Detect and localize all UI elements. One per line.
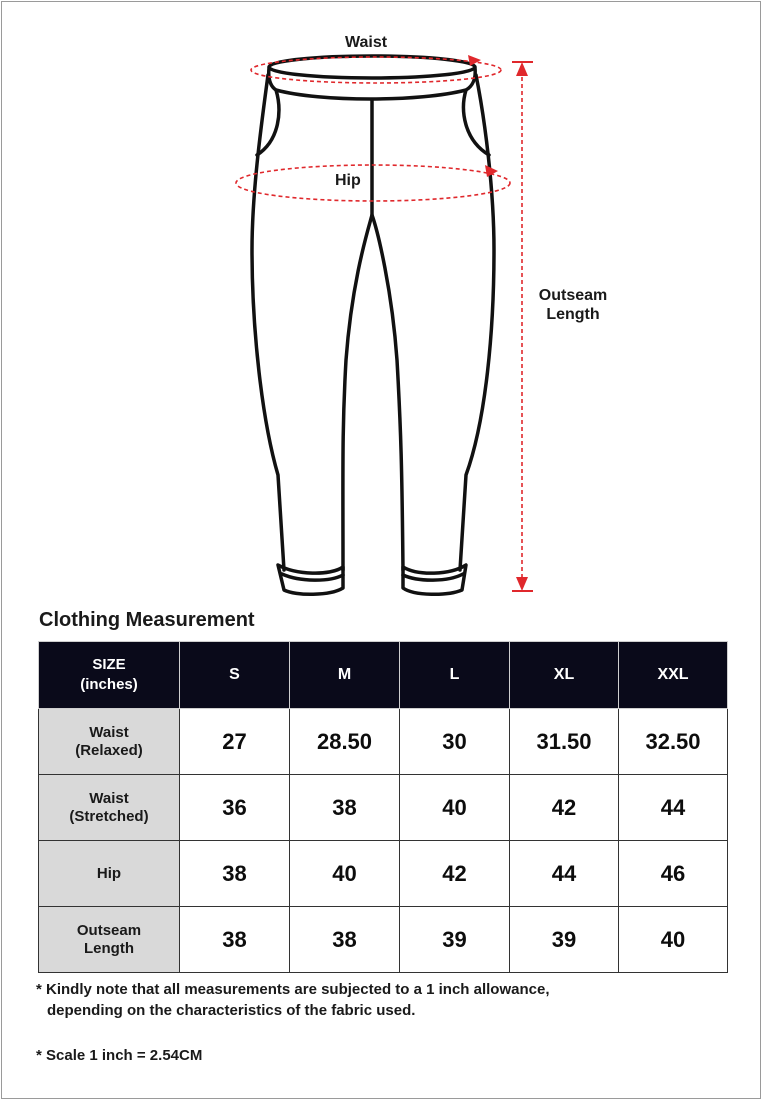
- table-cell: 44: [510, 841, 619, 907]
- table-cell: 39: [400, 907, 510, 973]
- outseam-label-line2: Length: [546, 306, 600, 323]
- row-label-line2: Length: [84, 939, 134, 957]
- table-cell: 31.50: [510, 709, 619, 775]
- row-label-line1: Waist: [89, 723, 129, 741]
- table-header-row: [39, 642, 728, 709]
- table-cell: 40: [619, 907, 728, 973]
- row-label-line2: (Stretched): [69, 807, 149, 825]
- table-cell: 38: [180, 841, 290, 907]
- size-column-header: XL: [510, 642, 619, 709]
- table-cell: 28.50: [290, 709, 400, 775]
- outseam-bottom-arrow: [516, 577, 528, 591]
- left-cuff-seam: [282, 574, 343, 580]
- table-cell: 36: [180, 775, 290, 841]
- table-cell: 30: [400, 709, 510, 775]
- size-header-cell: [39, 642, 180, 709]
- allowance-note-line1: * Kindly note that all measurements are subjected to a 1 inch allowance,: [36, 981, 550, 998]
- left-leg-outer: [252, 75, 284, 570]
- outseam-length-label: [533, 286, 613, 324]
- table-row: [39, 907, 728, 973]
- table-cell: 46: [619, 841, 728, 907]
- size-column-header: S: [180, 642, 290, 709]
- hip-label: Hip: [335, 172, 361, 189]
- table-cell: 38: [290, 907, 400, 973]
- table-cell: 44: [619, 775, 728, 841]
- row-label-line1: Outseam: [76, 921, 142, 939]
- table-cell: 40: [400, 775, 510, 841]
- table-cell: 38: [290, 775, 400, 841]
- row-label-waist-stretched: [39, 775, 180, 841]
- size-column-header: L: [400, 642, 510, 709]
- measure-arrows: [468, 55, 528, 591]
- right-leg-outer: [460, 75, 494, 570]
- table-row: [39, 841, 728, 907]
- row-label-line2: (Relaxed): [75, 741, 143, 759]
- outseam-label-line1: Outseam: [538, 287, 608, 304]
- pants-outline: [252, 56, 494, 594]
- row-label-hip: [39, 841, 180, 907]
- allowance-note: [36, 979, 736, 1021]
- size-header-line1: SIZE: [92, 656, 126, 673]
- section-title: Clothing Measurement: [39, 609, 255, 631]
- table-cell: 27: [180, 709, 290, 775]
- table-cell: 38: [180, 907, 290, 973]
- size-header-line2: (inches): [80, 676, 138, 693]
- table-cell: 42: [400, 841, 510, 907]
- right-inseam: [372, 215, 403, 570]
- scale-note: * Scale 1 inch = 2.54CM: [36, 1047, 203, 1064]
- size-column-header: M: [290, 642, 400, 709]
- right-cuff-seam: [403, 574, 463, 580]
- size-column-header: XXL: [619, 642, 728, 709]
- table-row: [39, 709, 728, 775]
- table-cell: 40: [290, 841, 400, 907]
- table-cell: 42: [510, 775, 619, 841]
- outseam-top-arrow: [516, 62, 528, 76]
- waistband-lower: [269, 68, 475, 99]
- row-label-outseam-length: [39, 907, 180, 973]
- allowance-note-line2: depending on the characteristics of the fabric used.: [47, 1002, 416, 1019]
- waist-label: Waist: [345, 34, 388, 51]
- table-cell: 39: [510, 907, 619, 973]
- row-label-waist-relaxed: [39, 709, 180, 775]
- row-label-line1: Hip: [96, 864, 122, 882]
- table-cell: 32.50: [619, 709, 728, 775]
- size-chart-table: [38, 641, 728, 973]
- table-row: [39, 775, 728, 841]
- row-label-line1: Waist: [89, 789, 129, 807]
